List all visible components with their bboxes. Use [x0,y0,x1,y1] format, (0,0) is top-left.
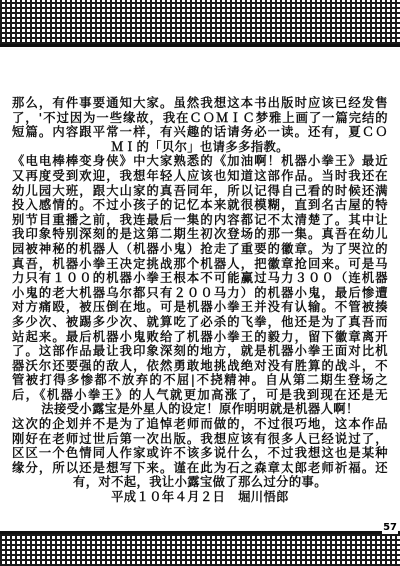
page-number: 57 [383,522,397,533]
text-line: 短篇。内容跟平常一样，有兴趣的话请务必一读。还有，夏ＣＯ [12,125,388,140]
text-line: 真吾，机器小拳王决定挑战那个机器人，把徽章抢回来。可是马 [12,256,388,271]
text-line: 我印象特别深刻的是这第二期生初次登场的那一集。真吾在幼儿 [12,227,388,242]
text-line: 这次的企划并不是为了追悼老师而做的，不过很巧地，这本作品 [12,417,388,432]
text-line: 区区一个色情同人作家或许不该多说什么，不过我想这也是某种 [12,446,388,461]
text-line: 别节目重播之前，我连最后一集的内容都记不太清楚了。其中让 [12,212,388,227]
text-line: 缘分，所以还是想写下来。谨在此为石之森章太郎老师祈福。还 [12,460,388,475]
text-line: 多少次、被踢多少次、就算吃了必杀的飞拳，他还是为了真吾而 [12,314,388,329]
text-line: 《电电棒棒变身侠》中大家熟悉的《加油啊！机器小拳王》最近 [12,154,388,169]
top-checker-border [0,0,400,44]
text-line: 站起来。最后机器小鬼败给了机器小拳王的毅力，留下徽章离开 [12,329,388,344]
top-border-rule [0,44,400,47]
text-line: 器沃尔还要强的敌人，依然勇敢地挑战绝对没有胜算的战斗，不 [12,358,388,373]
text-line: 了，'不过因为一些缘故，我在ＣＯＭＩＣ梦雅上画了一篇完结的 [12,110,388,125]
text-line: 那么，有件事要通知大家。虽然我想这本书出版时应该已经发售 [12,96,388,110]
text-line: 管被打得多惨都不放弃的不屈|不挠精神。自从第二期生登场之 [12,373,388,388]
text-line: 有，对不起，我让小露宝做了那么过分的事。 [73,475,327,490]
text-line: 幼儿园大班，跟大山家的真吾同年，所以记得自己看的时候还满 [12,183,388,198]
text-line: ＭＩ的「贝尔」也请多多指教。 [111,139,289,154]
text-line: 对方痛殴，被压倒在地。可是机器小拳王并没有认输。不管被揍 [12,300,388,315]
text-line: 法接受小露宝是外星人的设定！原作明明就是机器人啊！ [41,402,359,417]
text-line: 投入感情的。不过小孩子的记忆本来就很模糊，直到名古屋的特 [12,198,388,213]
text-line: 又再度受到欢迎，我想年轻人应该也知道这部作品。当时我还在 [12,168,388,183]
signature-line: 平成１０年４月２日 堀川悟郎 [111,490,289,505]
text-line: 后，《机器小拳王》的人气就更加高涨了，可是我到现在还是无 [12,387,388,402]
text-line: 园被神秘的机器人（机器小鬼）抢走了重要的徽章。为了哭泣的 [12,241,388,256]
text-line: 刚好在老师过世后第一次出版。我想应该有很多人已经说过了， [12,431,388,446]
afterword-text [12,96,388,505]
bottom-checker-border [0,534,400,566]
text-line: 了。这部作品最让我印象深刻的地方，就是机器小拳王面对比机 [12,344,388,359]
text-line: 小鬼的老大机器乌尔都只有２００马力）的机器小鬼，最后惨遭 [12,285,388,300]
text-line: 力只有１００的机器小拳王根本不可能赢过马力３００（连机器 [12,271,388,286]
